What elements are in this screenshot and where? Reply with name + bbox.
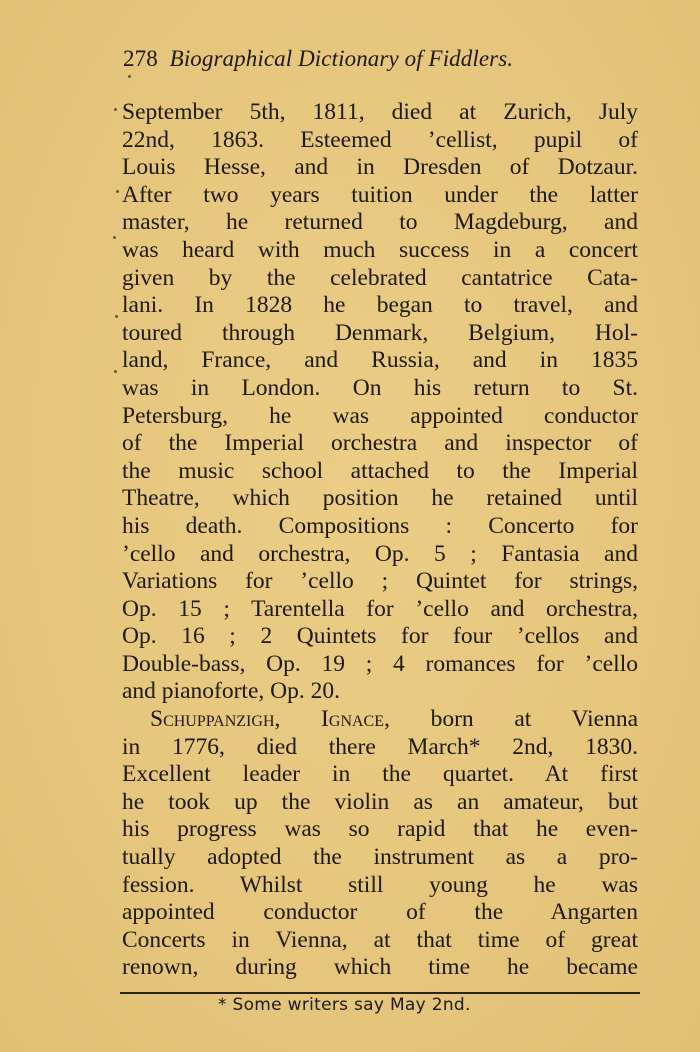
text-line: Variations for ’cello ; Quintet for strings,: [122, 568, 638, 595]
text-line: given by the celebrated cantatrice Cata-: [122, 264, 638, 291]
entry-line: in 1776, died there March* 2nd, 1830.: [122, 733, 638, 760]
margin-speck: [114, 108, 117, 111]
body-text: [122, 99, 638, 982]
entry-first-line: [122, 706, 638, 734]
entry-first-line-rest: born at Vienna: [389, 706, 638, 733]
text-line: 22nd, 1863. Esteemed ’cellist, pupil of: [122, 126, 638, 153]
text-line: was heard with much success in a concert: [122, 236, 638, 263]
text-line: Double-bass, Op. 19 ; 4 romances for ’cello: [122, 650, 638, 677]
margin-speck: [114, 370, 117, 373]
text-line: Op. 16 ; 2 Quintets for four ’cellos and: [122, 623, 638, 650]
text-line: the music school attached to the Imperial: [122, 457, 638, 484]
text-line: his death. Compositions : Concerto for: [122, 512, 638, 539]
entry-line: Excellent leader in the quartet. At first: [122, 761, 638, 788]
entry-line: renown, during which time he became: [122, 954, 638, 981]
margin-speck: [128, 75, 131, 78]
margin-speck: [115, 315, 118, 318]
entry-line: appointed conductor of the Angarten: [122, 899, 638, 926]
entry-line: tually adopted the instrument as a pro-: [122, 844, 638, 871]
running-title: Biographical Dictionary of Fiddlers.: [169, 46, 514, 71]
text-line: lani. In 1828 he began to travel, and: [122, 292, 638, 319]
page-header: [123, 46, 513, 72]
footnote-divider: [120, 992, 640, 994]
text-line: and pianoforte, Op. 20.: [122, 678, 340, 705]
footnote: * Some writers say May 2nd.: [218, 995, 471, 1015]
text-line: of the Imperial orchestra and inspector of: [122, 430, 638, 457]
page-number: 278: [123, 46, 158, 71]
text-line: toured through Denmark, Belgium, Hol-: [122, 319, 638, 346]
entry-line: he took up the violin as an amateur, but: [122, 788, 638, 815]
text-line: After two years tuition under the latter: [122, 181, 638, 208]
text-line: Louis Hesse, and in Dresden of Dotzaur.: [122, 154, 638, 181]
text-line: September 5th, 1811, died at Zurich, July: [122, 99, 638, 125]
text-line: was in London. On his return to St.: [122, 374, 638, 401]
margin-speck: [116, 190, 119, 193]
entry-name: Schuppanzigh, Ignace,: [150, 706, 390, 733]
text-line: Petersburg, he was appointed conductor: [122, 402, 638, 429]
text-line: land, France, and Russia, and in 1835: [122, 347, 638, 374]
text-line: ’cello and orchestra, Op. 5 ; Fantasia and: [122, 540, 638, 567]
text-line: master, he returned to Magdeburg, and: [122, 209, 638, 236]
margin-speck: [113, 236, 116, 239]
text-line: Op. 15 ; Tarentella for ’cello and orchestra,: [122, 595, 638, 622]
entry-line: fession. Whilst still young he was: [122, 871, 638, 898]
entry-line: Concerts in Vienna, at that time of great: [122, 926, 638, 953]
entry-line: his progress was so rapid that he even-: [122, 816, 638, 843]
text-line: Theatre, which position he retained until: [122, 485, 638, 512]
